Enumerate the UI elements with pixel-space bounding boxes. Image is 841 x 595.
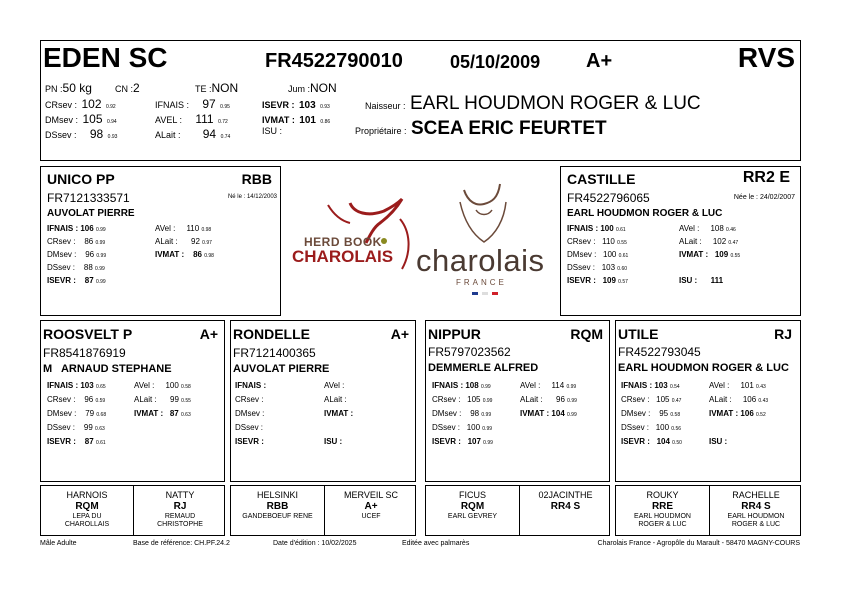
gp-rondelle-dssev: DSsev : — [235, 423, 264, 432]
ivmat-row: IVMAT : 101 0.86 — [262, 115, 331, 126]
charolais-logo — [414, 180, 556, 300]
gp-rondelle-ivmat: IVMAT : — [324, 409, 354, 418]
gp-rondelle-name: RONDELLE — [233, 326, 310, 342]
gp-nippur-ivmat: IVMAT : 104 0.99 — [520, 409, 577, 418]
dam-name: CASTILLE — [567, 171, 636, 187]
gp-roosvelt-avel: AVel : 100 0.58 — [134, 381, 191, 390]
ggp-cell: MERVEIL SC A+ UCEF — [343, 490, 399, 520]
sire-id: FR7121333571 — [47, 191, 130, 205]
herdbook-logo — [288, 195, 416, 275]
gp-rondelle-id: FR7121400365 — [233, 346, 316, 360]
gp-nippur-id: FR5797023562 — [428, 345, 511, 359]
animal-code: RVS — [737, 42, 795, 73]
ggp-cell: HELSINKI RBB GANDEBOEUF RENE — [242, 490, 313, 520]
gp-rondelle-alait: ALait : — [324, 395, 347, 404]
gp-utile-ivmat: IVMAT : 106 0.52 — [709, 409, 766, 418]
ggp-group-2 — [230, 485, 416, 536]
animal-grade: A+ — [586, 50, 613, 72]
herdbook-line1: HERD BOOK — [304, 235, 382, 249]
sire-name: UNICO PP — [47, 171, 115, 187]
charolais-france: FRANCE — [456, 278, 507, 287]
dam-ivmat: IVMAT : 109 0.55 — [679, 250, 741, 259]
gp-roosvelt-crsev: CRsev : 96 0.59 — [47, 395, 106, 404]
sire-crsev: CRsev : 86 0.99 — [47, 237, 106, 246]
gp-roosvelt-name: ROOSVELT P — [43, 326, 133, 342]
french-flag-icon — [472, 292, 498, 295]
proprietaire-row: Propriétaire : SCEA ERIC FEURTET — [355, 118, 607, 139]
gp-nippur-owner: DEMMERLE ALFRED — [428, 362, 539, 374]
sire-birth: Né le : 14/12/2003 — [227, 194, 277, 200]
gp-roosvelt-ivmat: IVMAT : 87 0.63 — [134, 409, 191, 418]
gp-utile-dmsev: DMsev : 95 0.58 — [621, 409, 681, 418]
sire-alait: ALait : 92 0.97 — [155, 237, 212, 246]
dam-ifnais: IFNAIS : 100 0.61 — [567, 224, 626, 233]
gp-roosvelt-alait: ALait : 99 0.55 — [134, 395, 191, 404]
sire-dmsev: DMsev : 96 0.99 — [47, 250, 107, 259]
ggp-group-3 — [425, 485, 610, 536]
ggp-cell: FICUS RQM EARL GEVREY — [447, 490, 498, 520]
sire-isevr: ISEVR : 87 0.99 — [47, 276, 106, 285]
gp-nippur-alait: ALait : 96 0.99 — [520, 395, 577, 404]
gp-roosvelt-dssev: DSsev : 99 0.63 — [47, 423, 105, 432]
gp-roosvelt-ifnais: IFNAIS : 103 0.65 — [47, 381, 106, 390]
gp-roosvelt-isevr: ISEVR : 87 0.61 — [47, 437, 106, 446]
gp-nippur-dmsev: DMsev : 98 0.99 — [432, 409, 492, 418]
gp-rondelle-isu: ISU : — [324, 437, 343, 446]
footer-sex: Mâle Adulte — [40, 540, 77, 547]
footer-base: Base de référence: CH.PF.24.2 — [133, 540, 230, 547]
gp-utile-alait: ALait : 106 0.43 — [709, 395, 769, 404]
dam-box — [560, 166, 801, 316]
gp-roosvelt-id: FR8541876919 — [43, 346, 126, 360]
sire-box — [40, 166, 281, 316]
gp-nippur-grade: RQM — [570, 326, 603, 342]
crsev-row: CRsev : 102 0.92 — [45, 97, 116, 111]
gp-rondelle-ifnais: IFNAIS : — [235, 381, 267, 390]
gp-utile-id: FR4522793045 — [618, 345, 701, 359]
gp-nippur-dssev: DSsev : 100 0.99 — [432, 423, 493, 432]
animal-birthdate: 05/10/2009 — [450, 52, 541, 72]
gp-rondelle-owner: AUVOLAT PIERRE — [233, 363, 330, 375]
jum-row: Jum :NON — [288, 81, 337, 95]
dam-avel: AVel : 108 0.46 — [679, 224, 736, 233]
ggp-group-1 — [40, 485, 225, 536]
gp-rondelle-avel: AVel : — [324, 381, 345, 390]
gp-rondelle-box — [230, 320, 416, 482]
avel-row: AVEL : 111 0.72 — [155, 112, 228, 126]
gp-nippur-ifnais: IFNAIS : 108 0.99 — [432, 381, 491, 390]
ggp-group-4 — [615, 485, 801, 536]
gp-utile-isevr: ISEVR : 104 0.50 — [621, 437, 682, 446]
pn-row: PN :50 kg — [45, 81, 92, 95]
gp-rondelle-isevr: ISEVR : — [235, 437, 264, 446]
isu-row: ISU : — [262, 126, 283, 136]
gp-rondelle-grade: A+ — [390, 326, 409, 342]
dam-dssev: DSsev : 103 0.60 — [567, 263, 628, 272]
ggp-cell: HARNOIS RQM LEPA DU CHAROLLAIS — [64, 490, 110, 528]
dssev-row: DSsev : 98 0.93 — [45, 127, 118, 141]
ggp-cell: ROUKY RRE EARL HOUDMON ROGER & LUC — [634, 490, 691, 528]
footer-org: Charolais France - Agropôle du Marault - 58470 MAGNY-COURS — [597, 540, 800, 547]
gp-utile-grade: RJ — [774, 326, 792, 342]
gp-nippur-avel: AVel : 114 0.99 — [520, 381, 577, 390]
gp-roosvelt-dmsev: DMsev : 79 0.68 — [47, 409, 107, 418]
footer-edition: Date d'édition : 10/02/2025 — [273, 540, 357, 547]
dam-owner: EARL HOUDMON ROGER & LUC — [567, 208, 723, 219]
header-box — [40, 40, 801, 161]
gp-roosvelt-owner: M ARNAUD STEPHANE — [43, 363, 172, 375]
animal-id: FR4522790010 — [265, 50, 403, 72]
gp-nippur-box — [425, 320, 610, 482]
gp-rondelle-dmsev: DMsev : — [235, 409, 265, 418]
ggp-cell: RACHELLE RR4 S EARL HOUDMON ROGER & LUC — [727, 490, 785, 528]
te-row: TE :NON — [195, 81, 239, 95]
ggp-cell: NATTY RJ REMAUD CHRISTOPHE — [157, 490, 203, 528]
dam-birth: Née le : 24/02/2007 — [733, 194, 795, 201]
dam-grade: RR2 E — [742, 169, 790, 186]
gp-rondelle-crsev: CRsev : — [235, 395, 264, 404]
sire-ivmat: IVMAT : 86 0.98 — [155, 250, 214, 259]
gp-utile-isu: ISU : — [709, 437, 728, 446]
cn-row: CN :2 — [115, 81, 140, 95]
ggp-cell: 02JACINTHE RR4 S — [538, 490, 593, 512]
sire-dssev: DSsev : 88 0.99 — [47, 263, 105, 272]
charolais-wordmark: charolais — [416, 243, 545, 278]
dmsev-row: DMsev : 105 0.94 — [45, 112, 117, 126]
dam-id: FR4522796065 — [567, 191, 650, 205]
gp-utile-owner: EARL HOUDMON ROGER & LUC — [618, 362, 789, 374]
dam-dmsev: DMsev : 100 0.61 — [567, 250, 629, 259]
alait-row: ALait : 94 0.74 — [155, 127, 231, 141]
footer-palmares: Editée avec palmarès — [402, 540, 470, 547]
sire-owner: AUVOLAT PIERRE — [47, 208, 135, 219]
ifnais-row: IFNAIS : 97 0.95 — [155, 97, 230, 111]
gp-utile-avel: AVel : 101 0.43 — [709, 381, 766, 390]
herdbook-line2: CHAROLAIS — [292, 247, 394, 266]
dam-isevr: ISEVR : 109 0.57 — [567, 276, 628, 285]
gp-roosvelt-box — [40, 320, 225, 482]
gp-utile-name: UTILE — [618, 326, 659, 342]
gp-utile-ifnais: IFNAIS : 103 0.54 — [621, 381, 680, 390]
isevr-row: ISEVR : 103 0.93 — [262, 100, 330, 111]
dam-alait: ALait : 102 0.47 — [679, 237, 739, 246]
sire-grade: RBB — [241, 171, 272, 187]
animal-name: EDEN SC — [43, 42, 168, 73]
gp-utile-box — [615, 320, 801, 482]
gp-nippur-name: NIPPUR — [428, 326, 481, 342]
naisseur-row: Naisseur : EARL HOUDMON ROGER & LUC — [365, 93, 701, 114]
gp-utile-dssev: DSsev : 100 0.56 — [621, 423, 682, 432]
gp-utile-crsev: CRsev : 105 0.47 — [621, 395, 682, 404]
dam-isu: ISU : 111 — [679, 276, 724, 285]
gp-nippur-crsev: CRsev : 105 0.99 — [432, 395, 493, 404]
gp-nippur-isevr: ISEVR : 107 0.99 — [432, 437, 493, 446]
sire-ifnais: IFNAIS : 106 0.99 — [47, 224, 106, 233]
gp-roosvelt-grade: A+ — [199, 326, 218, 342]
sire-avel: AVel : 110 0.98 — [155, 224, 212, 233]
dam-crsev: CRsev : 110 0.55 — [567, 237, 627, 246]
